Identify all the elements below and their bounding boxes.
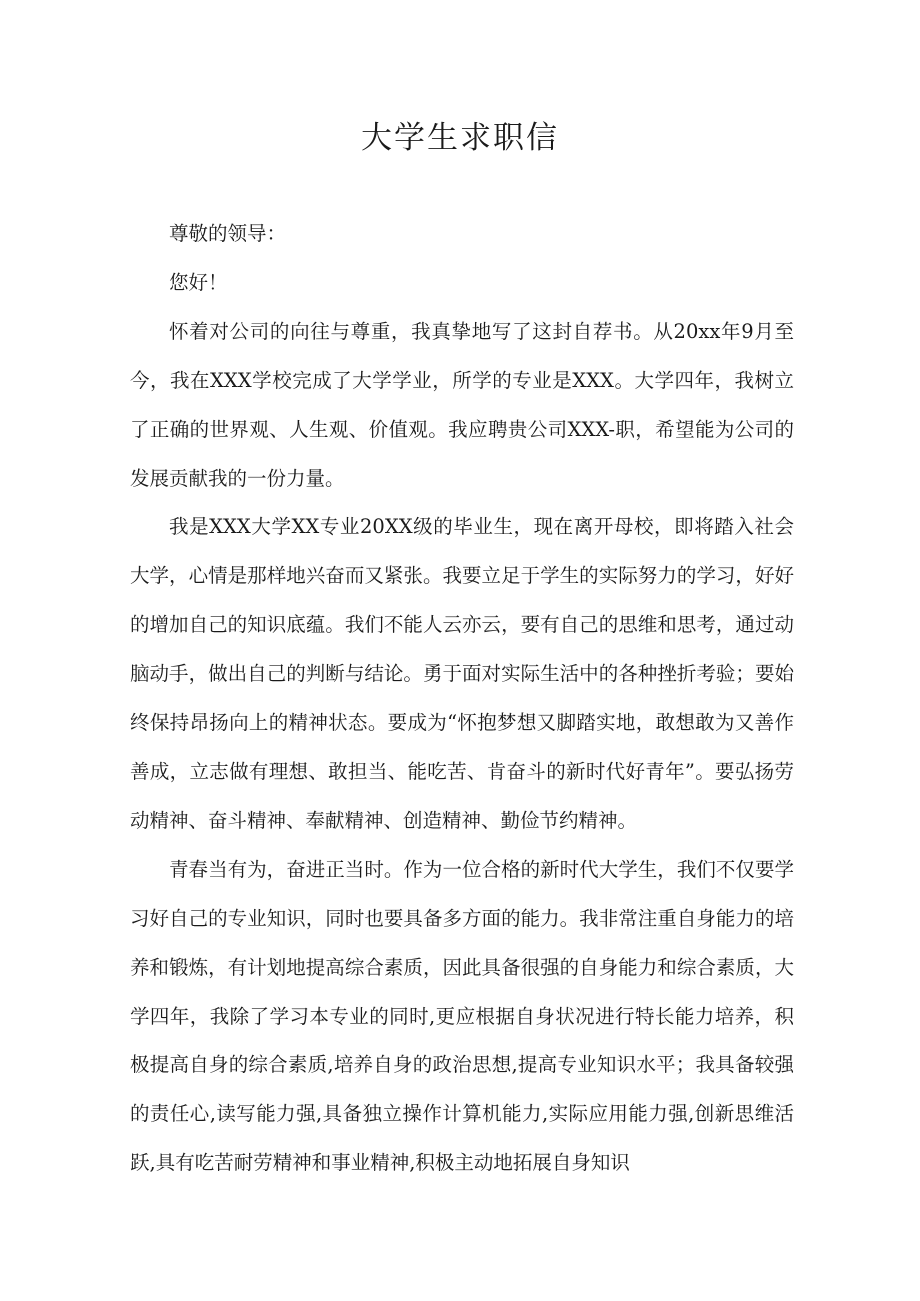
letter-body: [130, 210, 794, 1188]
paragraph: 我是XXX大学XX专业20XX级的毕业生，现在离开母校，即将踏入社会大学，心情是那样地兴奋而又紧张。我要立足于学生的实际努力的学习，好好的增加自己的知识底蕴。我们不能人云亦云，要有自己的思维和思考，通过动脑动手，做出自己的判断与结论。勇于面对实际生活中的各种挫折考验；要始终保持昂扬向上的精神状态。要成为“怀抱梦想又脚踏实地，敢想敢为又善作善成，立志做有理想、敢担当、能吃苦、肯奋斗的新时代好青年”。要弘扬劳动精神、奋斗精神、奉献精神、创造精神、勤俭节约精神。: [130, 515, 794, 832]
paragraph: 怀着对公司的向往与尊重，我真挚地写了这封自荐书。从20xx年9月至今，我在XXX学校完成了大学学业，所学的专业是XXX。大学四年，我树立了正确的世界观、人生观、价值观。我应聘贵公司XXX-职，希望能为公司的发展贡献我的一份力量。: [130, 319, 794, 490]
salutation: 尊敬的领导：: [169, 222, 287, 245]
page-title: 大学生求职信: [361, 120, 559, 156]
paragraph: 青春当有为，奋进正当时。作为一位合格的新时代大学生，我们不仅要学习好自己的专业知识，同时也要具备多方面的能力。我非常注重自身能力的培养和锻炼，有计划地提高综合素质，因此具备很强的自身能力和综合素质，大学四年，我除了学习本专业的同时,更应根据自身状况进行特长能力培养，积极提高自身的综合素质,培养自身的政治思想,提高专业知识水平；我具备较强的责任心,读写能力强,具备独立操作计算机能力,实际应用能力强,创新思维活跃,具有吃苦耐劳精神和事业精神,积极主动地拓展自身知识: [130, 857, 794, 1175]
greeting: 您好！: [169, 270, 228, 294]
